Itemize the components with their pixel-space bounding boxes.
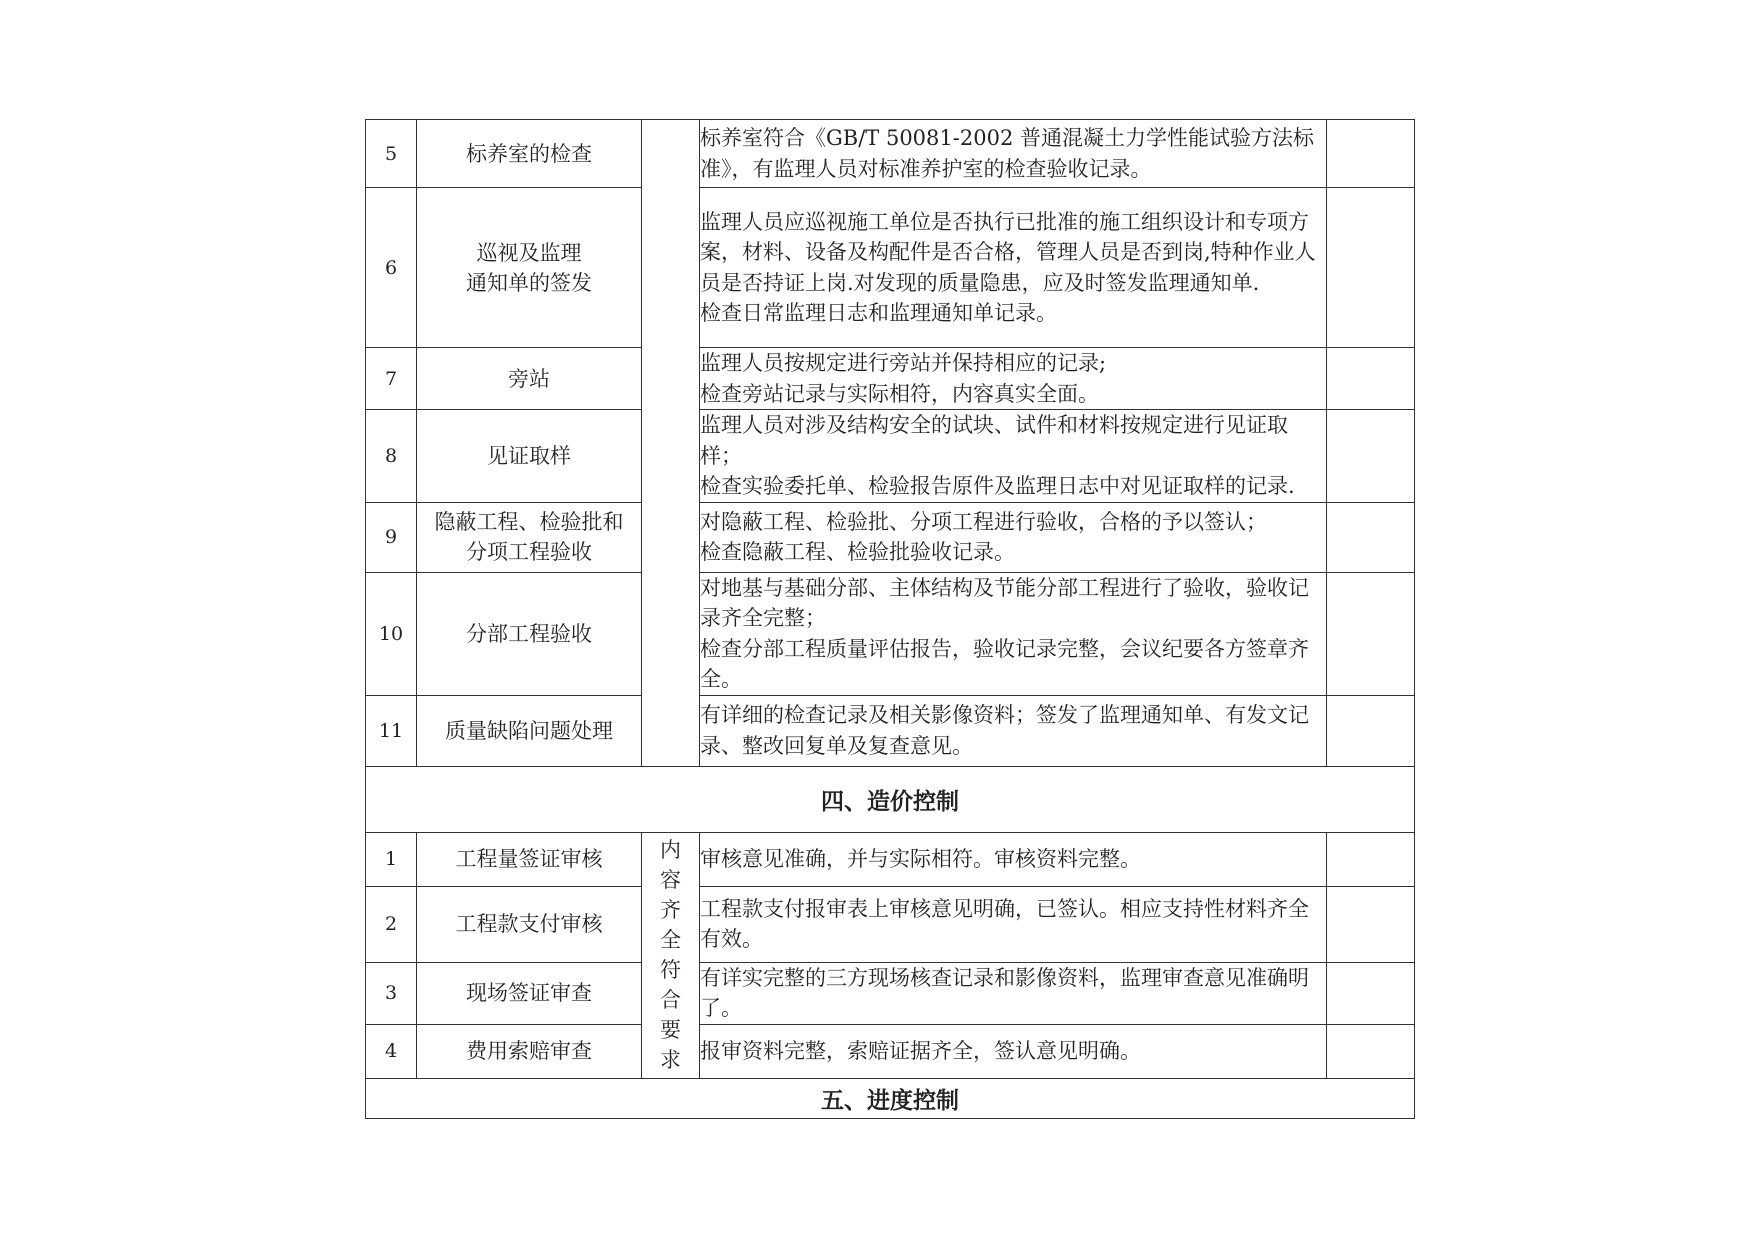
- inspection-standard-line: 检查旁站记录与实际相符，内容真实全面。: [700, 381, 1099, 406]
- inspection-item: [417, 188, 642, 348]
- inspection-standard: [700, 1024, 1327, 1078]
- inspection-item-line: 分项工程验收: [466, 540, 592, 564]
- inspection-standard-line: 检查日常监理日志和监理通知单记录。: [700, 301, 1057, 325]
- remarks-cell: [1327, 348, 1415, 410]
- row-number: 1: [366, 832, 417, 886]
- remarks-cell: [1327, 572, 1415, 695]
- inspection-item-line: 工程款支付审核: [455, 912, 603, 936]
- inspection-standard-line: 有详实完整的三方现场核查记录和影像资料，监理审查意见准确明了。: [700, 965, 1309, 1020]
- table-row: [366, 1024, 1415, 1078]
- requirement-cell-vertical: [642, 832, 700, 1078]
- inspection-standard-line: 对隐蔽工程、检验批、分项工程进行验收，合格的予以签认；: [700, 509, 1267, 534]
- inspection-item-line: 标养室的检查: [466, 141, 592, 166]
- inspection-item-line: 费用索赔审查: [466, 1039, 592, 1063]
- inspection-item-line: 分部工程验收: [466, 621, 592, 646]
- inspection-standard: [700, 832, 1327, 886]
- remarks-cell: [1327, 962, 1415, 1024]
- inspection-item: [417, 348, 642, 410]
- table-row: [366, 188, 1415, 348]
- inspection-standard-line: 报审资料完整，索赔证据齐全，签认意见明确。: [700, 1038, 1141, 1063]
- table-row: [366, 410, 1415, 503]
- inspection-standard-line: 审核意见准确，并与实际相符。审核资料完整。: [700, 846, 1141, 871]
- row-number: 3: [366, 962, 417, 1024]
- inspection-standard-line: 监理人员对涉及结构安全的试块、试件和材料按规定进行见证取样；: [700, 413, 1288, 468]
- inspection-item: [417, 1024, 642, 1078]
- remarks-cell: [1327, 832, 1415, 886]
- row-number: 5: [366, 120, 417, 188]
- inspection-standard-line: 监理人员按规定进行旁站并保持相应的记录;: [700, 351, 1107, 375]
- remarks-cell: [1327, 188, 1415, 348]
- row-number: 11: [366, 695, 417, 766]
- row-number: 8: [366, 410, 417, 503]
- inspection-item: [417, 886, 642, 962]
- inspection-item-line: 工程量签证审核: [455, 847, 603, 871]
- requirement-text: 内容齐全符合要求: [659, 838, 681, 1072]
- table-row: [366, 120, 1415, 188]
- row-number: 2: [366, 886, 417, 962]
- remarks-cell: [1327, 1024, 1415, 1078]
- section-title-cost-control: 四、造价控制: [366, 766, 1415, 832]
- remarks-cell: [1327, 502, 1415, 572]
- inspection-item-line: 见证取样: [487, 443, 571, 468]
- inspection-item: [417, 832, 642, 886]
- requirement-cell: [642, 120, 700, 767]
- table-row: [366, 962, 1415, 1024]
- row-number: 7: [366, 348, 417, 410]
- inspection-item-line: 通知单的签发: [466, 270, 592, 295]
- row-number: 10: [366, 572, 417, 695]
- inspection-standard: [700, 502, 1327, 572]
- inspection-table: [365, 119, 1415, 1119]
- row-number: 4: [366, 1024, 417, 1078]
- table-row: [366, 695, 1415, 766]
- table-row: [366, 572, 1415, 695]
- inspection-standard: [700, 120, 1327, 188]
- inspection-item: [417, 120, 642, 188]
- table-row: [366, 502, 1415, 572]
- inspection-standard-line: 有详细的检查记录及相关影像资料；签发了监理通知单、有发文记录、整改回复单及复查意见。: [700, 703, 1309, 758]
- inspection-item: [417, 695, 642, 766]
- inspection-standard: [700, 410, 1327, 503]
- inspection-item: [417, 410, 642, 503]
- remarks-cell: [1327, 886, 1415, 962]
- inspection-standard-line: 工程款支付报审表上审核意见明确，已签认。相应支持性材料齐全有效。: [700, 896, 1309, 951]
- inspection-standard: [700, 886, 1327, 962]
- inspection-standard-line: 标养室符合《GB/T 50081-2002 普通混凝土力学性能试验方法标准》，有监理人员对标准养护室的检查验收记录。: [700, 126, 1314, 181]
- inspection-standard-line: 检查分部工程质量评估报告，验收记录完整，会议纪要各方签章齐全。: [700, 636, 1309, 691]
- remarks-cell: [1327, 410, 1415, 503]
- inspection-item-line: 现场签证审查: [466, 981, 592, 1005]
- remarks-cell: [1327, 695, 1415, 766]
- inspection-standard-line: 检查隐蔽工程、检验批验收记录。: [700, 540, 1015, 564]
- inspection-standard: [700, 188, 1327, 348]
- inspection-standard-line: 监理人员应巡视施工单位是否执行已批准的施工组织设计和专项方案，材料、设备及构配件是否合格，管理人员是否到岗,特种作业人员是否持证上岗.对发现的质量隐患，应及时签发监理通知单.: [700, 209, 1316, 295]
- inspection-standard: [700, 962, 1327, 1024]
- table-row: [366, 886, 1415, 962]
- inspection-item-line: 隐蔽工程、检验批和: [434, 510, 624, 534]
- section-title-schedule-control: 五、进度控制: [366, 1078, 1415, 1118]
- inspection-item: [417, 962, 642, 1024]
- inspection-standard-line: 检查实验委托单、检验报告原件及监理日志中对见证取样的记录.: [700, 474, 1295, 498]
- inspection-item: [417, 502, 642, 572]
- inspection-item-line: 巡视及监理: [476, 240, 582, 265]
- inspection-standard-line: 对地基与基础分部、主体结构及节能分部工程进行了验收，验收记录齐全完整；: [700, 575, 1309, 630]
- inspection-item: [417, 572, 642, 695]
- inspection-item-line: 质量缺陷问题处理: [445, 718, 613, 743]
- remarks-cell: [1327, 120, 1415, 188]
- row-number: 9: [366, 502, 417, 572]
- section-header-row: [366, 1078, 1415, 1118]
- inspection-standard: [700, 572, 1327, 695]
- inspection-standard: [700, 695, 1327, 766]
- table-row: [366, 348, 1415, 410]
- inspection-standard: [700, 348, 1327, 410]
- inspection-item-line: 旁站: [508, 366, 550, 391]
- section-header-row: [366, 766, 1415, 832]
- table-row: [366, 832, 1415, 886]
- row-number: 6: [366, 188, 417, 348]
- table-body: [366, 120, 1415, 1119]
